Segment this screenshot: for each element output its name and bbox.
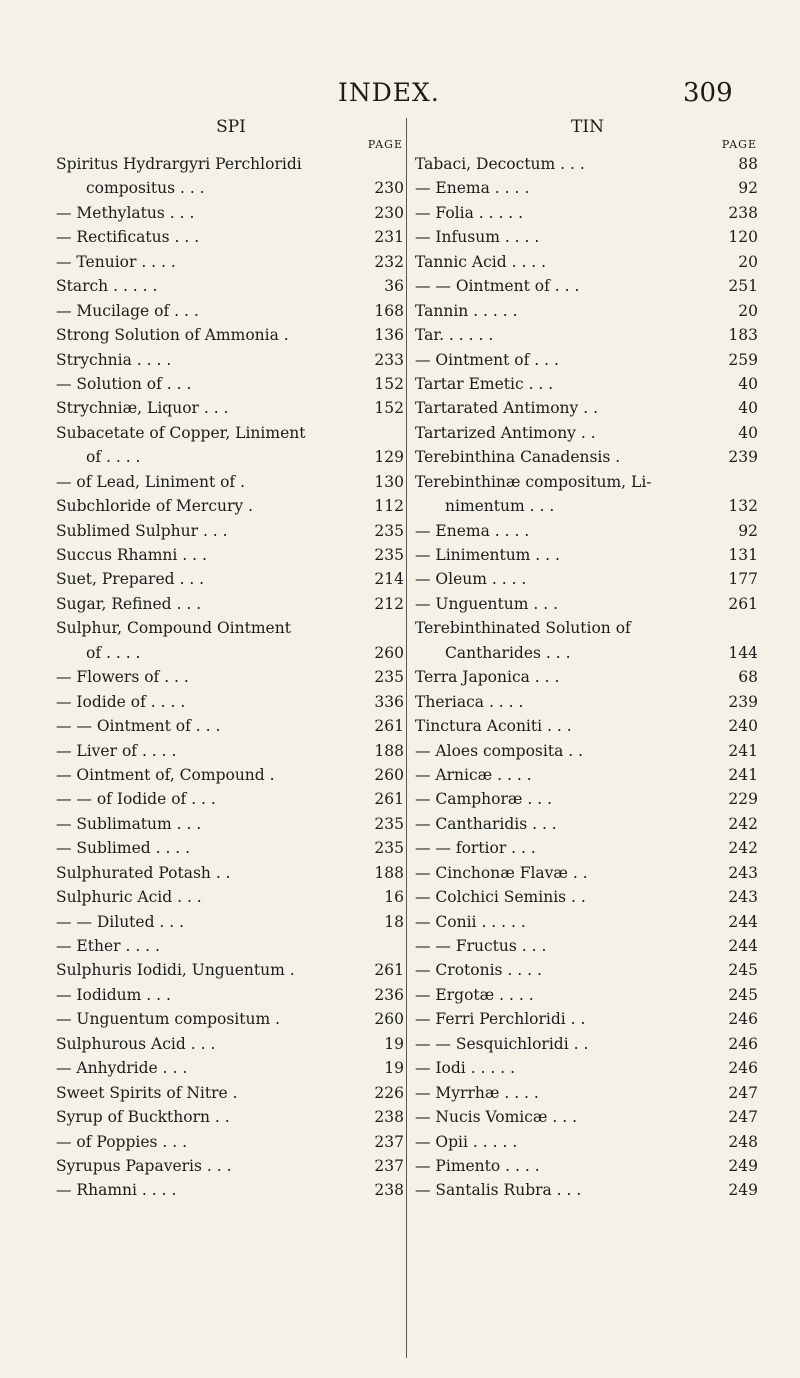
index-entry [415,1154,760,1178]
index-page-ref: 233 [374,350,404,369]
index-term: Strychniæ, Liquor . . . [56,399,229,418]
index-entry [415,225,760,249]
index-page-ref: 247 [728,1083,758,1102]
index-page-ref: 152 [374,374,404,393]
index-page-ref: 238 [728,203,758,222]
index-entry [56,445,406,469]
index-entry [56,299,406,323]
index-term: — Pimento . . . . [415,1156,540,1175]
index-page-ref: 244 [728,912,758,931]
index-term: Tar. . . . . . [415,326,494,345]
index-term: — — fortior . . . [415,839,536,858]
index-page-ref: 188 [374,741,404,760]
index-term: — Crotonis . . . . [415,961,542,980]
index-page-ref: 131 [728,546,758,564]
index-page-ref: 152 [374,399,404,418]
index-term: — Flowers of . . . [56,668,189,687]
index-term: — Tenuior . . . . [56,252,176,271]
index-term: — Cinchonæ Flavæ . . [415,863,588,882]
index-entry [56,1032,406,1056]
index-page-ref: 243 [728,863,758,882]
index-term: — — Ointment of . . . [56,717,221,736]
index-page-ref: 92 [738,521,758,540]
index-page-ref: 239 [728,448,758,467]
index-entry [415,616,760,640]
index-page-ref: 19 [384,1034,404,1053]
page-column-label: PAGE [367,138,403,151]
index-entry [415,445,760,469]
index-entry [56,1056,406,1080]
index-page-ref: 40 [738,399,758,418]
index-term: Strychnia . . . . [56,350,172,369]
page-column-label: PAGE [721,138,757,151]
index-entry [415,1007,760,1031]
index-page-ref: 112 [374,497,404,516]
index-entry [56,152,406,176]
index-page-ref: 230 [374,179,404,198]
index-term: Tinctura Aconiti . . . [415,717,572,736]
index-term: — Mucilage of . . . [56,301,199,320]
index-term: — — of Iodide of . . . [56,790,216,809]
index-term: Sweet Spirits of Nitre . [56,1083,238,1102]
index-term: — Ointment of, Compound . [56,765,275,784]
index-page-ref: 260 [374,643,404,662]
index-term: Succus Rhamni . . . [56,546,207,564]
index-term: Sulphurated Potash . . [56,863,231,882]
index-term: — — Fructus . . . [415,937,547,955]
index-page-ref: 132 [728,497,758,516]
index-page-ref: 230 [374,203,404,222]
index-page-ref: 238 [374,1108,404,1127]
index-term: Tannic Acid . . . . [415,252,547,271]
index-page-ref: 249 [728,1181,758,1200]
index-page-ref: 40 [738,423,758,442]
index-entry [56,690,406,714]
index-page-ref: 248 [728,1132,758,1151]
index-term: Terebinthina Canadensis . [415,448,621,467]
index-entry [56,250,406,274]
index-term: — Ether . . . . [56,937,160,955]
index-page-ref: 188 [374,863,404,882]
index-entry [415,592,760,616]
index-entry [56,885,406,909]
index-term: — of Lead, Liniment of . [56,472,246,491]
index-page-ref: 177 [728,570,758,589]
index-entry [415,543,760,567]
index-term: — Rectificatus . . . [56,228,200,247]
index-entry [415,739,760,763]
index-entry [56,176,406,200]
index-term: — Arnicæ . . . . [415,765,532,784]
index-page-ref: 16 [384,888,404,907]
index-page-ref: 130 [374,472,404,491]
index-page-ref: 214 [374,570,404,589]
index-page-ref: 235 [374,814,404,833]
index-entry [415,763,760,787]
index-entry [415,299,760,323]
index-page-ref: 235 [374,521,404,540]
index-term: — Rhamni . . . . [56,1181,177,1200]
index-entry [56,567,406,591]
index-term: — Liver of . . . . [56,741,177,760]
index-entry [415,421,760,445]
index-entry [415,714,760,738]
index-term: Starch . . . . . [56,277,158,296]
index-page-ref: 229 [728,790,758,809]
index-term: Strong Solution of Ammonia . [56,326,289,345]
index-entry [415,152,760,176]
index-page-ref: 243 [728,888,758,907]
index-entry [415,1178,760,1202]
index-entry [415,690,760,714]
index-entry [415,348,760,372]
index-column-right [415,116,760,1203]
index-entry [56,1178,406,1202]
index-entry [56,1130,406,1154]
index-entry [56,592,406,616]
index-page-ref: 242 [728,839,758,858]
index-entry-list [415,152,760,1203]
index-page-ref: 183 [728,326,758,345]
index-page-ref: 19 [384,1059,404,1078]
column-heading: TIN [571,117,604,137]
running-head [0,78,800,108]
index-term: — Enema . . . . [415,179,530,198]
index-entry [56,763,406,787]
index-entry [415,396,760,420]
index-page-ref: 120 [728,228,758,247]
index-entry [415,567,760,591]
index-entry [415,910,760,934]
index-page-ref: 261 [374,717,404,736]
index-page-ref: 237 [374,1156,404,1175]
index-term: — — Diluted . . . [56,912,185,931]
index-entry [56,616,406,640]
index-entry [56,641,406,665]
index-entry [56,372,406,396]
index-term: Subacetate of Copper, Liniment [56,423,306,442]
index-entry [56,494,406,518]
index-entry [56,910,406,934]
index-term: — Unguentum compositum . [56,1010,281,1029]
index-page-ref: 235 [374,839,404,858]
index-term: Sulphur, Compound Ointment [56,619,291,638]
index-entry [56,1007,406,1031]
index-page-ref: 136 [374,326,404,345]
index-entry [415,274,760,298]
index-page-ref: 20 [738,252,758,271]
index-term: of . . . . [86,448,141,467]
index-term: — Iodi . . . . . [415,1059,516,1078]
index-term: — Sublimed . . . . [56,839,191,858]
index-term: — Iodidum . . . [56,985,171,1004]
index-entry [415,958,760,982]
index-entry [56,470,406,494]
index-term: — — Sesquichloridi . . [415,1034,589,1053]
index-entry [56,958,406,982]
index-term: — Colchici Seminis . . [415,888,586,907]
index-page-ref: 241 [728,765,758,784]
index-page-ref: 235 [374,546,404,564]
index-term: — Ferri Perchloridi . . [415,1010,586,1029]
index-term: — Aloes composita . . [415,741,584,760]
index-term: Tannin . . . . . [415,301,518,320]
index-page-ref: 232 [374,252,404,271]
index-page-ref: 231 [374,228,404,247]
index-term: — Opii . . . . . [415,1132,518,1151]
index-term: Tartarated Antimony . . [415,399,598,418]
index-term: — Unguentum . . . [415,594,559,613]
index-term: Tartarized Antimony . . [415,423,596,442]
index-entry [56,1105,406,1129]
index-page-ref: 240 [728,717,758,736]
index-entry [415,1130,760,1154]
index-page-ref: 245 [728,961,758,980]
index-term: Suet, Prepared . . . [56,570,205,589]
index-term: Sulphuris Iodidi, Unguentum . [56,961,295,980]
index-entry [415,1081,760,1105]
index-page-ref: 239 [728,692,758,711]
index-entry [415,519,760,543]
index-term: Tartar Emetic . . . [415,374,554,393]
index-page-ref: 249 [728,1156,758,1175]
index-entry [415,176,760,200]
index-term: Terebinthinated Solution of [415,619,631,638]
index-entry [56,396,406,420]
column-divider [406,118,407,1358]
index-term: — Santalis Rubra . . . [415,1181,582,1200]
index-term: of . . . . [86,643,141,662]
column-heading: SPI [216,117,246,137]
index-entry [415,885,760,909]
index-page-ref: 212 [374,594,404,613]
index-column-left [56,116,406,1203]
index-page-ref: 168 [374,301,404,320]
index-term: — Ointment of . . . [415,350,559,369]
index-page-ref: 18 [384,912,404,931]
index-entry [415,323,760,347]
index-term: Sugar, Refined . . . [56,594,202,613]
index-term: Syrup of Buckthorn . . [56,1108,230,1127]
index-entry-list [56,152,406,1203]
index-term: Terra Japonica . . . [415,668,560,687]
index-term: — of Poppies . . . [56,1132,188,1151]
index-term: — Iodide of . . . . [56,692,186,711]
index-term: — Nucis Vomicæ . . . [415,1108,578,1127]
index-entry [56,787,406,811]
index-term: — Ergotæ . . . . [415,985,534,1004]
index-term: Cantharides . . . [445,643,571,662]
index-entry [56,934,406,958]
index-term: compositus . . . [86,179,205,198]
index-entry [415,641,760,665]
index-entry [415,470,760,494]
index-entry [415,836,760,860]
index-page-ref: 246 [728,1010,758,1029]
index-term: — Myrrhæ . . . . [415,1083,539,1102]
index-term: Terebinthinæ compositum, Li- [415,472,652,491]
index-entry [56,323,406,347]
index-page-ref: 260 [374,1010,404,1029]
index-entry [415,665,760,689]
index-term: — Linimentum . . . [415,546,560,564]
index-entry [415,1056,760,1080]
page-number: 309 [683,78,733,108]
index-entry [415,372,760,396]
index-term: Subchloride of Mercury . [56,497,253,516]
index-page-ref: 226 [374,1083,404,1102]
index-page-ref: 246 [728,1034,758,1053]
index-term: — Methylatus . . . [56,203,195,222]
index-entry [415,787,760,811]
index-entry [56,519,406,543]
index-entry [56,201,406,225]
index-term: — Enema . . . . [415,521,530,540]
index-term: Tabaci, Decoctum . . . [415,155,585,173]
index-page-ref: 242 [728,814,758,833]
index-entry [56,739,406,763]
index-page-ref: 40 [738,374,758,393]
index-page-ref: 237 [374,1132,404,1151]
index-page-ref: 241 [728,741,758,760]
index-page-ref: 235 [374,668,404,687]
index-entry [56,274,406,298]
index-entry [56,1154,406,1178]
index-page-ref: 246 [728,1059,758,1078]
index-entry [415,812,760,836]
index-entry [56,983,406,1007]
index-entry [415,861,760,885]
index-entry [415,983,760,1007]
index-entry [415,1105,760,1129]
index-term: nimentum . . . [445,497,555,516]
index-term: Syrupus Papaveris . . . [56,1156,232,1175]
index-term: — Cantharidis . . . [415,814,557,833]
index-page-ref: 20 [738,301,758,320]
index-page-ref: 251 [728,277,758,296]
index-page-ref: 144 [728,643,758,662]
index-term: — Infusum . . . . [415,228,540,247]
index-term: — Anhydride . . . [56,1059,188,1078]
index-term: Spiritus Hydrargyri Perchloridi [56,155,302,173]
index-entry [56,861,406,885]
index-page-ref: 236 [374,985,404,1004]
index-term: Sulphurous Acid . . . [56,1034,216,1053]
index-page-ref: 259 [728,350,758,369]
index-page-ref: 245 [728,985,758,1004]
index-page-ref: 36 [384,277,404,296]
index-term: — Sublimatum . . . [56,814,202,833]
index-entry [56,225,406,249]
index-entry [415,250,760,274]
index-page-ref: 336 [374,692,404,711]
index-entry [56,714,406,738]
index-entry [56,421,406,445]
index-entry [56,665,406,689]
index-term: — Folia . . . . . [415,203,524,222]
index-page-ref: 247 [728,1108,758,1127]
page-title: INDEX. [338,78,440,107]
index-term: — — Ointment of . . . [415,277,580,296]
index-page-ref: 261 [728,594,758,613]
index-term: Theriaca . . . . [415,692,524,711]
index-page-ref: 129 [374,448,404,467]
index-page-ref: 92 [738,179,758,198]
index-page-ref: 261 [374,790,404,809]
index-term: — Camphoræ . . . [415,790,553,809]
index-page-ref: 261 [374,961,404,980]
index-page-ref: 260 [374,765,404,784]
index-entry [56,1081,406,1105]
index-entry [56,812,406,836]
index-term: — Oleum . . . . [415,570,527,589]
index-entry [56,348,406,372]
index-term: Sublimed Sulphur . . . [56,521,228,540]
index-page-ref: 68 [738,668,758,687]
index-entry [56,543,406,567]
index-entry [415,934,760,958]
index-page-ref: 244 [728,937,758,955]
index-term: — Solution of . . . [56,374,192,393]
index-entry [415,1032,760,1056]
index-page-ref: 88 [738,155,758,173]
index-entry [415,494,760,518]
index-page-ref: 238 [374,1181,404,1200]
index-term: — Conii . . . . . [415,912,526,931]
index-entry [56,836,406,860]
index-term: Sulphuric Acid . . . [56,888,202,907]
index-entry [415,201,760,225]
